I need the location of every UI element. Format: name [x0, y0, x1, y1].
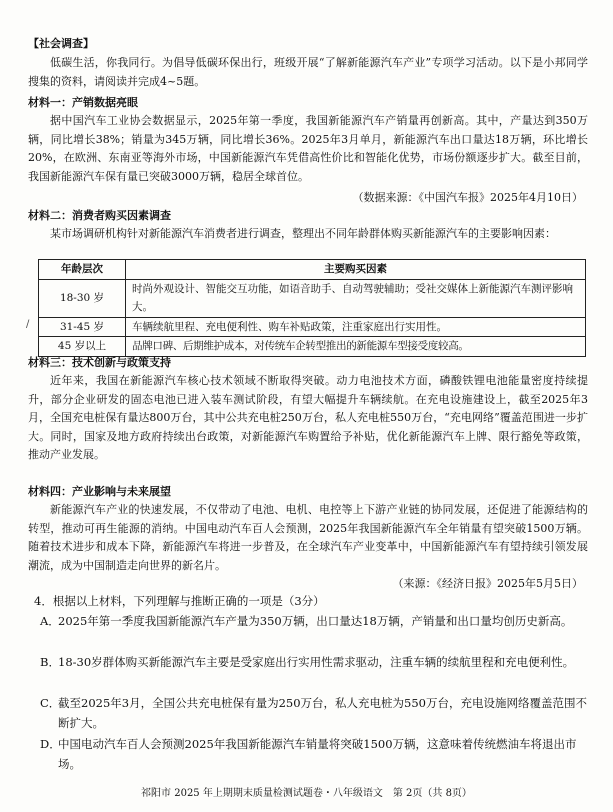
page-footer: 祁阳市 2025 年上期期末质量检测试题卷・八年级语文 第 2页（共 8页）: [141, 788, 472, 799]
table-cell-factor: 时尚外观设计、智能交互功能，如语音助手、自动驾驶辅助；受社交媒体上新能源汽车测评影响大。: [126, 279, 586, 317]
table-cell-factor: 品牌口碑、后期维护成本，对传统车企转型推出的新能源车型接受度较高。: [126, 337, 586, 357]
option-b-text: 18-30岁群体购买新能源汽车主要是受家庭出行实用性需求驱动，注重车辆的续航里程和充电便利性。: [58, 655, 575, 669]
material-1-source: （数据来源：《中国汽车报》2025年4月10日）: [352, 191, 583, 204]
option-b-label: B．: [40, 655, 60, 669]
material-4-source: （来源：《经济日报》2025年5月5日）: [392, 577, 583, 590]
option-d-label: D．: [40, 737, 61, 751]
table-cell-age: 45 岁以上: [39, 337, 126, 357]
table-cell-age: 18-30 岁: [39, 279, 126, 317]
material-1-title: 材料一：产销数据亮眼: [28, 96, 138, 109]
pen-mark: /: [26, 319, 30, 330]
option-c-text: 截至2025年3月，全国公共充电桩保有量为250万台，私人充电桩为550万台，充电设施网络覆盖范围不断扩大。: [58, 696, 587, 730]
table-header-factor: 主要购买因素: [126, 260, 586, 280]
intro-paragraph: 低碳生活，你我同行。为倡导低碳环保出行，班级开展“了解新能源汽车产业”专项学习活动。以下是小邦同学搜集的资料，请阅读并完成4~5题。: [28, 56, 588, 88]
option-a[interactable]: [40, 612, 590, 632]
option-b[interactable]: [40, 653, 590, 673]
material-3-body: 近年来，我国在新能源汽车核心技术领域不断取得突破。动力电池技术方面，磷酸铁锂电池能量密度持续提升，部分企业研发的固态电池已进入装车测试阶段，有望大幅提升车辆续航。在充电设施建设上，截至2025年3月，全国充电桩保有量达800万台，其中公共充电桩250万台，私人充电桩550万台，“充电网络”覆盖范围进一步扩大。同时，国家及地方政府持续出台政策，对新能源汽车购置给予补贴，优化新能源汽车上牌、限行豁免等政策，推动产业发展。: [28, 374, 588, 461]
material-4-title: 材料四：产业影响与未来展望: [28, 485, 171, 498]
option-a-text: 2025年第一季度我国新能源汽车产量为350万辆，出口量达18万辆，产销量和出口量均创历史新高。: [58, 614, 573, 628]
table-row: [39, 279, 586, 317]
question-4-stem: 4．根据以上材料，下列理解与推断正确的一项是（3分）: [34, 594, 325, 608]
section-title: 【社会调查】: [28, 37, 94, 50]
table-header-row: [39, 260, 586, 280]
option-c[interactable]: [40, 694, 590, 733]
option-a-label: A．: [40, 614, 60, 628]
table-row: [39, 317, 586, 337]
option-c-label: C．: [40, 696, 61, 710]
table-header-age: 年龄层次: [39, 260, 126, 280]
table-cell-factor: 车辆续航里程、充电便利性、购车补贴政策，注重家庭出行实用性。: [126, 317, 586, 337]
purchase-factors-table: [38, 259, 586, 357]
material-3-title: 材料三：技术创新与政策支持: [28, 356, 171, 369]
material-4-body: 新能源汽车产业的快速发展，不仅带动了电池、电机、电控等上下游产业链的协同发展，还促进了能源结构的转型，推动可再生能源的消纳。中国电动汽车百人会预测，2025年我国新能源汽车全年销量有望突破1500万辆。随着技术进步和成本下降，新能源汽车将进一步普及，在全球汽车产业变革中，中国新能源汽车有望持续引领发展潮流，成为中国制造走向世界的新名片。: [28, 503, 588, 572]
option-d[interactable]: [40, 735, 590, 774]
table-cell-age: 31-45 岁: [39, 317, 126, 337]
material-2-body: 某市场调研机构针对新能源汽车消费者进行调查，整理出不同年龄群体购买新能源汽车的主要影响因素：: [50, 227, 556, 240]
material-1-body: 据中国汽车工业协会数据显示，2025年第一季度，我国新能源汽车产销量再创新高。其中，产量达到350万辆，同比增长38%；销量为345万辆，同比增长36%。2025年3月单月，新能源汽车出口量达18万辆，环比增长20%，在欧洲、东南亚等海外市场，中国新能源汽车凭借高性价比和智能化优势，市场份额逐步扩大。截至目前，我国新能源汽车保有量已突破3000万辆，稳居全球首位。: [28, 114, 588, 183]
material-2-title: 材料二：消费者购买因素调查: [28, 209, 171, 222]
option-d-text: 中国电动汽车百人会预测2025年我国新能源汽车销量将突破1500万辆，这意味着传统燃油车将退出市场。: [58, 737, 577, 771]
